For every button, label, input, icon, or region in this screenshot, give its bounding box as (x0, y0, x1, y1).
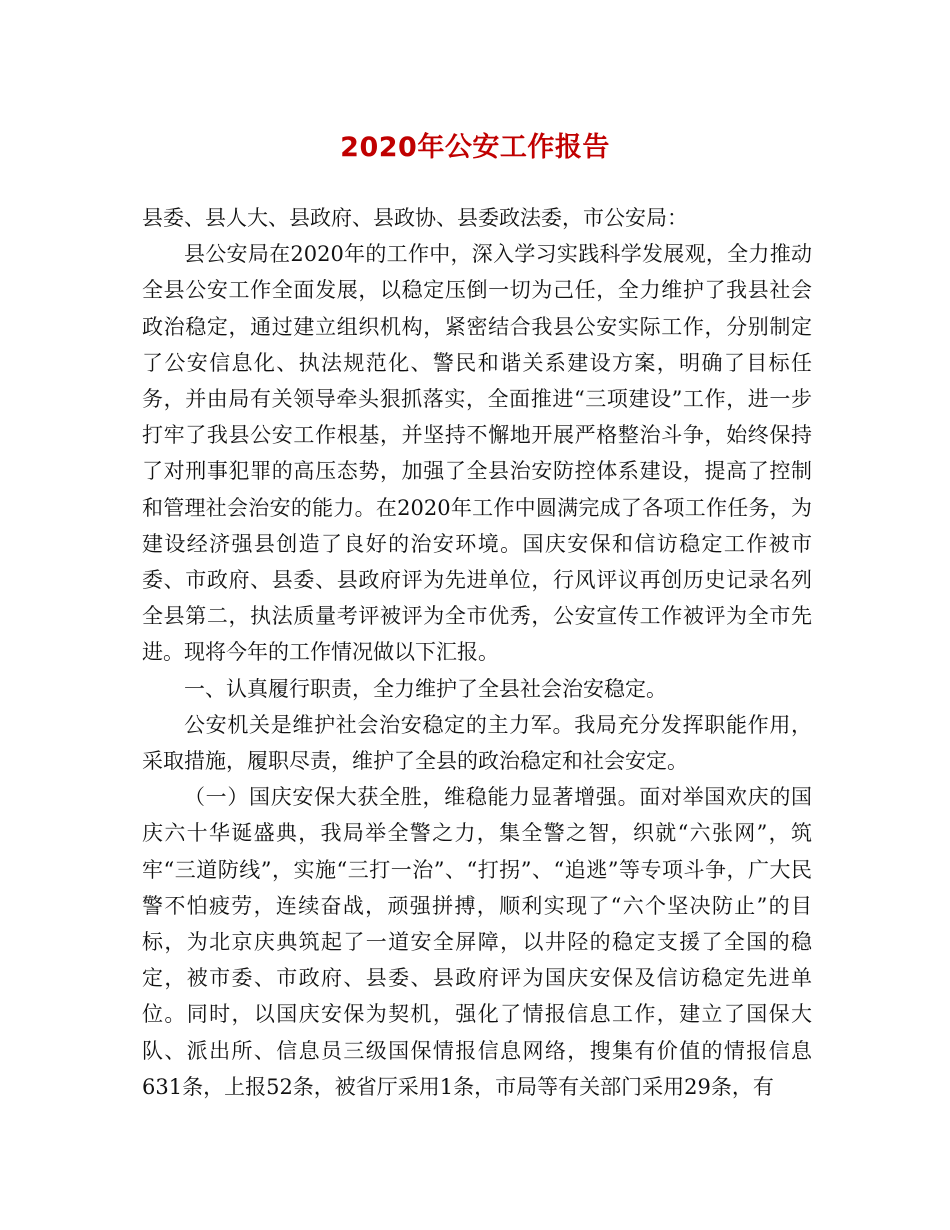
salutation: 县委、县人大、县政府、县政协、县委政法委，市公安局： (142, 206, 688, 230)
paragraph-section-1: 公安机关是维护社会治安稳定的主力军。我局充分发挥职能作用，采取措施，履职尽责，维护了全县的政治稳定和社会安定。 (142, 712, 812, 774)
document-body (142, 200, 812, 1105)
document-title: 2020年公安工作报告 (340, 132, 610, 163)
paragraph-subsection-1: （一）国庆安保大获全胜，维稳能力显著增强。面对举国欢庆的国庆六十华诞盛典，我局举全警之力，集全警之智，织就“六张网”，筑牢“三道防线”，实施“三打一治”、“打拐”、“追逃”等专项斗争，广大民警不怕疲劳，连续奋战，顽强拼搏，顺利实现了“六个坚决防止”的目标，为北京庆典筑起了一道安全屏障，以井陉的稳定支援了全国的稳定，被市委、市政府、县委、县政府评为国庆安保及信访稳定先进单位。同时，以国庆安保为契机，强化了情报信息工作，建立了国保大队、派出所、信息员三级国保情报信息网络，搜集有价值的情报信息631条，上报52条，被省厅采用1条，市局等有关部门采用29条，有 (142, 785, 812, 1099)
paragraph-intro: 县公安局在2020年的工作中，深入学习实践科学发展观，全力推动全县公安工作全面发展，以稳定压倒一切为己任，全力维护了我县社会政治稳定，通过建立组织机构，紧密结合我县公安实际工作，分别制定了公安信息化、执法规范化、警民和谐关系建设方案，明确了目标任务，并由局有关领导牵头狠抓落实，全面推进“三项建设”工作，进一步打牢了我县公安工作根基，并坚持不懈地开展严格整治斗争，始终保持了对刑事犯罪的高压态势，加强了全县治安防控体系建设，提高了控制和管理社会治安的能力。在2020年工作中圆满完成了各项工作任务，为建设经济强县创造了良好的治安环境。国庆安保和信访稳定工作被市委、市政府、县委、县政府评为先进单位，行风评议再创历史记录名列全县第二，执法质量考评被评为全市优秀，公安宣传工作被评为全市先进。现将今年的工作情况做以下汇报。 (142, 242, 812, 665)
section-heading-1: 一、认真履行职责，全力维护了全县社会治安稳定。 (184, 676, 667, 701)
